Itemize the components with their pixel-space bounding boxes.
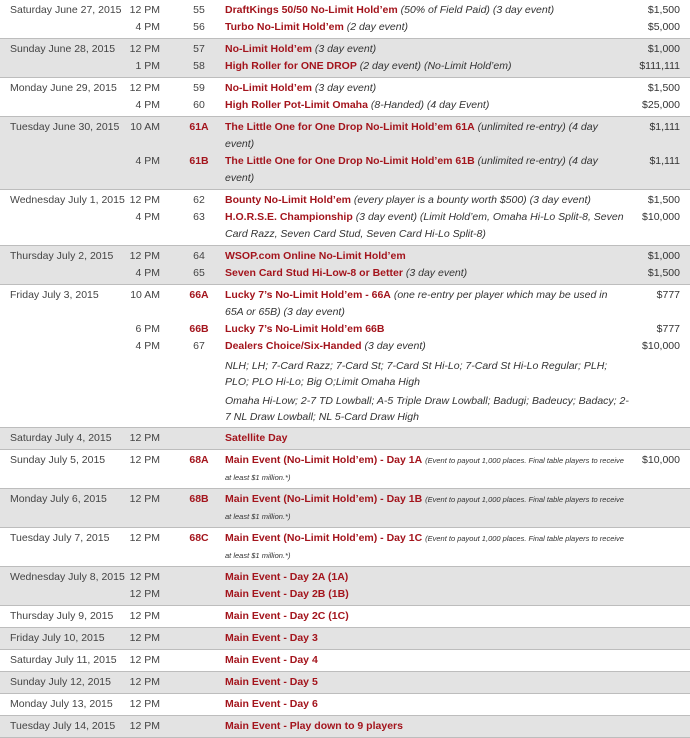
schedule-day-row: [0, 190, 690, 246]
schedule-day-row: [0, 246, 690, 285]
event-time: 12 PM: [129, 432, 160, 444]
event-time: 12 PM: [129, 698, 160, 710]
event-description: [225, 586, 625, 603]
buy-in-price: $1,111: [649, 121, 680, 133]
event-date: Monday July 13, 2015: [10, 698, 113, 710]
event-note: (2 day event): [346, 21, 409, 33]
event-line: [0, 608, 690, 625]
event-line: [0, 430, 690, 447]
event-number: 67: [193, 340, 205, 352]
event-number: 66A: [189, 289, 209, 301]
event-date: Wednesday July 8, 2015: [10, 571, 125, 583]
buy-in-price: $1,000: [647, 250, 680, 262]
event-description: [225, 338, 625, 355]
event-title[interactable]: H.O.R.S.E. Championship: [225, 211, 353, 223]
schedule-day-row: [0, 428, 690, 450]
event-number: 60: [193, 99, 205, 111]
event-title[interactable]: Lucky 7’s No-Limit Hold’em 66B: [225, 323, 385, 335]
event-note: (unlimited re-entry) (4 day event): [225, 155, 598, 184]
event-number: 68C: [189, 532, 209, 544]
schedule-day-row: [0, 650, 690, 672]
event-number: 63: [193, 211, 205, 223]
buy-in-price: $1,500: [647, 82, 680, 94]
buy-in-price: $10,000: [642, 211, 680, 223]
event-time: 4 PM: [135, 99, 160, 111]
buy-in-price: $1,500: [647, 267, 680, 279]
event-time: 12 PM: [129, 676, 160, 688]
buy-in-price: $10,000: [642, 454, 680, 466]
event-time: 12 PM: [129, 493, 160, 505]
event-date: Monday June 29, 2015: [10, 82, 117, 94]
event-description: [225, 674, 625, 691]
buy-in-price: $777: [656, 289, 680, 301]
buy-in-price: $777: [656, 323, 680, 335]
schedule-day-row: [0, 628, 690, 650]
game-list-note: NLH; LH; 7-Card Razz; 7-Card St; 7-Card St Hi-Lo; 7-Card St Hi-Lo Regular; PLH; PLO; PLO Hi-Lo; Big O;Limit Omaha High: [225, 360, 608, 388]
event-title[interactable]: Main Event - Day 4: [225, 654, 318, 666]
schedule-day-row: [0, 489, 690, 528]
game-list-note: Omaha Hi-Low; 2-7 TD Lowball; A-5 Triple Draw Lowball; Badugi; Badeucy; Badacy; 2-7 NL Draw Lowball; NL 5-Card Draw High: [225, 395, 629, 423]
schedule-day-row: [0, 39, 690, 78]
buy-in-price: $111,111: [639, 60, 680, 72]
event-time: 4 PM: [135, 340, 160, 352]
event-time: 12 PM: [129, 194, 160, 206]
event-time: 10 AM: [130, 121, 160, 133]
schedule-day-row: [0, 0, 690, 39]
event-line: [0, 2, 690, 19]
event-line: [0, 248, 690, 265]
event-description: [225, 321, 625, 338]
event-title[interactable]: Main Event - Day 6: [225, 698, 318, 710]
buy-in-price: $1,000: [647, 43, 680, 55]
event-description: [225, 696, 625, 713]
event-description: [225, 652, 625, 669]
buy-in-price: $25,000: [642, 99, 680, 111]
event-note: (3 day event): [314, 43, 377, 55]
event-time: 10 AM: [130, 289, 160, 301]
event-time: 4 PM: [135, 21, 160, 33]
event-time: 12 PM: [129, 532, 160, 544]
event-time: 12 PM: [129, 654, 160, 666]
event-date: Saturday July 11, 2015: [10, 654, 117, 666]
event-time: 12 PM: [129, 571, 160, 583]
event-description: [225, 209, 625, 243]
schedule-day-row: [0, 450, 690, 489]
event-number: 59: [193, 82, 205, 94]
event-note: (3 day event): [314, 82, 377, 94]
event-line: [0, 19, 690, 36]
event-title[interactable]: DraftKings 50/50 No-Limit Hold’em: [225, 4, 398, 16]
event-number: 61B: [189, 155, 209, 167]
event-line: [0, 209, 690, 243]
event-number: 64: [193, 250, 205, 262]
buy-in-price: $1,500: [647, 4, 680, 16]
event-line: [0, 452, 690, 486]
event-description: [225, 287, 625, 321]
event-number: 57: [193, 43, 205, 55]
event-date: Thursday July 9, 2015: [10, 610, 114, 622]
event-line: [0, 321, 690, 338]
event-time: 12 PM: [129, 4, 160, 16]
event-fine-print: (Event to payout 1,000 places. Final table players to receive at least $1 million.*): [225, 495, 624, 521]
event-number: 56: [193, 21, 205, 33]
event-line: [0, 696, 690, 713]
event-title[interactable]: Main Event (No-Limit Hold’em) - Day 1A: [225, 454, 423, 466]
event-date: Sunday July 12, 2015: [10, 676, 111, 688]
event-time: 1 PM: [135, 60, 160, 72]
event-date: Tuesday July 7, 2015: [10, 532, 110, 544]
buy-in-price: $1,500: [647, 194, 680, 206]
event-title[interactable]: Main Event (No-Limit Hold’em) - Day 1B: [225, 493, 423, 505]
event-description: [225, 569, 625, 586]
event-number: 61A: [189, 121, 209, 133]
event-date: Saturday July 4, 2015: [10, 432, 112, 444]
event-note: (3 day event): [405, 267, 468, 279]
event-description: [225, 718, 625, 735]
schedule-day-row: [0, 285, 690, 428]
schedule-day-row: [0, 117, 690, 190]
event-number: 58: [193, 60, 205, 72]
event-title[interactable]: Turbo No-Limit Hold’em: [225, 21, 344, 33]
event-description: [225, 608, 625, 625]
buy-in-price: $10,000: [642, 340, 680, 352]
schedule-day-row: [0, 567, 690, 606]
event-description: [225, 2, 625, 19]
event-description: [225, 430, 625, 447]
event-description: [225, 58, 625, 75]
event-title[interactable]: The Little One for One Drop No-Limit Hold’em 61B: [225, 155, 475, 167]
event-title[interactable]: Main Event (No-Limit Hold’em) - Day 1C: [225, 532, 423, 544]
event-line: [0, 192, 690, 209]
event-fine-print: (Event to payout 1,000 places. Final table players to receive at least $1 million.*): [225, 534, 624, 560]
event-date: Wednesday July 1, 2015: [10, 194, 125, 206]
schedule-day-row: [0, 716, 690, 738]
event-date: Friday July 10, 2015: [10, 632, 105, 644]
event-title[interactable]: High Roller Pot-Limit Omaha: [225, 99, 368, 111]
event-title[interactable]: Lucky 7’s No-Limit Hold’em - 66A: [225, 289, 391, 301]
event-time: 6 PM: [135, 323, 160, 335]
event-title[interactable]: Bounty No-Limit Hold’em: [225, 194, 351, 206]
event-date: Thursday July 2, 2015: [10, 250, 114, 262]
event-description: [225, 630, 625, 647]
event-time: 4 PM: [135, 155, 160, 167]
event-note: (3 day event) (Limit Hold’em, Omaha Hi-Lo Split-8, Seven Card Razz, Seven Card Stud, Seven Card Hi-Lo Split-8): [225, 211, 624, 240]
event-title[interactable]: Satellite Day: [225, 432, 288, 444]
event-date: Tuesday June 30, 2015: [10, 121, 120, 133]
event-line: [0, 58, 690, 75]
event-description: [225, 97, 625, 114]
event-number: 66B: [189, 323, 209, 335]
event-line: [0, 80, 690, 97]
event-title[interactable]: High Roller for ONE DROP: [225, 60, 357, 72]
event-date: Friday July 3, 2015: [10, 289, 99, 301]
event-description: [225, 80, 625, 97]
event-title[interactable]: Dealers Choice/Six-Handed: [225, 340, 362, 352]
event-line: [0, 491, 690, 525]
event-note: (8-Handed) (4 day Event): [370, 99, 490, 111]
event-number: 62: [193, 194, 205, 206]
event-date: Sunday June 28, 2015: [10, 43, 116, 55]
event-date: Monday July 6, 2015: [10, 493, 107, 505]
buy-in-price: $1,111: [649, 155, 680, 167]
buy-in-price: $5,000: [647, 21, 680, 33]
event-note: (3 day event): [364, 340, 426, 352]
event-time: 12 PM: [129, 43, 160, 55]
event-time: 12 PM: [129, 454, 160, 466]
schedule-day-row: [0, 694, 690, 716]
event-time: 12 PM: [129, 720, 160, 732]
event-date: Tuesday July 14, 2015: [10, 720, 116, 732]
event-date: Saturday June 27, 2015: [10, 4, 122, 16]
event-title[interactable]: Main Event - Day 2C (1C): [225, 610, 349, 622]
event-description: [225, 530, 625, 564]
schedule-day-row: [0, 78, 690, 117]
event-title[interactable]: Main Event - Play down to 9 players: [225, 720, 403, 732]
event-time: 4 PM: [135, 211, 160, 223]
event-title[interactable]: Main Event - Day 2A (1A): [225, 571, 349, 583]
event-title[interactable]: No-Limit Hold’em: [225, 43, 312, 55]
event-title[interactable]: Main Event - Day 2B (1B): [225, 588, 349, 600]
event-time: 4 PM: [135, 267, 160, 279]
event-time: 12 PM: [129, 632, 160, 644]
event-title[interactable]: Main Event - Day 3: [225, 632, 318, 644]
event-line: [0, 265, 690, 282]
event-note: (one re-entry per player which may be used in 65A or 65B) (3 day event): [225, 289, 608, 318]
event-line: [0, 674, 690, 691]
schedule-day-row: [0, 528, 690, 567]
event-description: [225, 192, 625, 209]
event-line: [0, 287, 690, 321]
schedule-day-row: [0, 672, 690, 694]
event-line: [0, 586, 690, 603]
event-note: (unlimited re-entry) (4 day event): [225, 121, 598, 150]
event-title[interactable]: Main Event - Day 5: [225, 676, 318, 688]
event-time: 12 PM: [129, 588, 160, 600]
event-title[interactable]: No-Limit Hold’em: [225, 82, 312, 94]
event-line: [0, 569, 690, 586]
event-date: Sunday July 5, 2015: [10, 454, 106, 466]
event-line: [0, 630, 690, 647]
event-description: [225, 153, 625, 187]
event-title[interactable]: The Little One for One Drop No-Limit Hold’em 61A: [225, 121, 475, 133]
event-time: 12 PM: [129, 250, 160, 262]
event-number: 68B: [189, 493, 209, 505]
event-fine-print: (Event to payout 1,000 places. Final table players to receive at least $1 million.*): [225, 456, 624, 482]
event-line: [0, 41, 690, 58]
event-note: (2 day event) (No-Limit Hold’em): [359, 60, 512, 72]
event-description: [225, 491, 625, 525]
event-note: (every player is a bounty worth $500) (3 day event): [353, 194, 591, 206]
event-number: 68A: [189, 454, 209, 466]
event-line: [0, 652, 690, 669]
event-line: [0, 119, 690, 153]
event-description: [225, 119, 625, 153]
event-line: [0, 530, 690, 564]
event-number: 65: [193, 267, 205, 279]
event-description: [225, 41, 625, 58]
event-line: [0, 153, 690, 187]
event-note: (50% of Field Paid) (3 day event): [400, 4, 555, 16]
event-description: [225, 265, 625, 282]
event-description: [225, 248, 625, 265]
event-title[interactable]: WSOP.com Online No-Limit Hold’em: [225, 250, 406, 262]
event-title[interactable]: Seven Card Stud Hi-Low-8 or Better: [225, 267, 403, 279]
event-description: [225, 452, 625, 486]
event-line: [0, 718, 690, 735]
event-time: 12 PM: [129, 610, 160, 622]
event-line: [0, 97, 690, 114]
event-line: [0, 338, 690, 355]
event-time: 12 PM: [129, 82, 160, 94]
event-number: 55: [193, 4, 205, 16]
event-description: [225, 19, 625, 36]
